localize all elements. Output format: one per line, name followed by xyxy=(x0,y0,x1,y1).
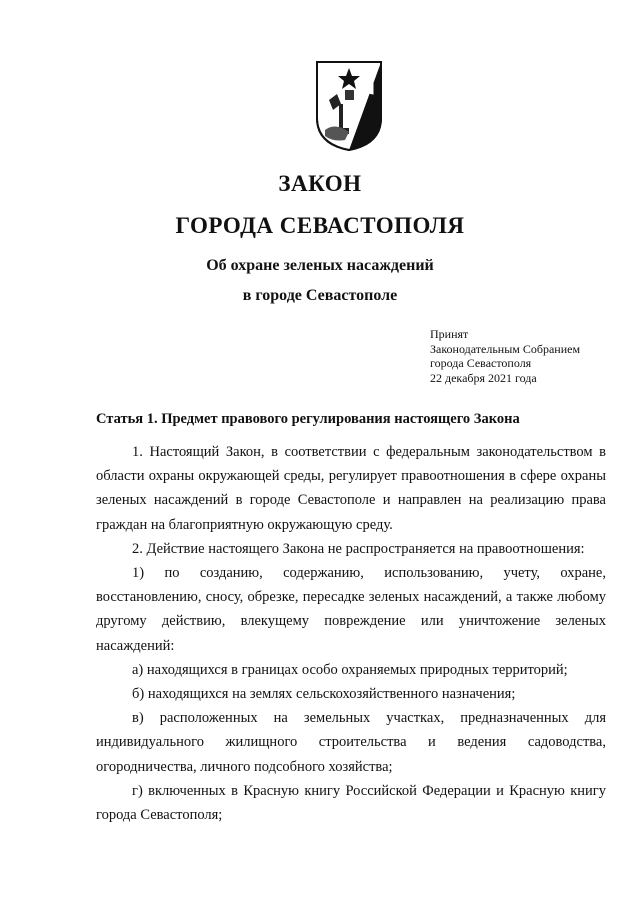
adoption-note-line: Законодательным Собранием xyxy=(430,341,581,356)
law-subject-line2: в городе Севастополе xyxy=(242,287,398,304)
sevastopol-coat-of-arms-icon xyxy=(315,60,383,152)
list-item: г) включенных в Красную книгу Российской Федерации и Красную книгу города Севастополя; xyxy=(96,782,606,824)
list-item: б) находящихся на землях сельскохозяйственного назначения; xyxy=(132,686,516,703)
article-body xyxy=(96,440,606,827)
list-item: в) расположенных на земельных участках, предназначенных для индивидуального жилищного строительства и ведения садоводства, огородничества, личного подсобного хозяйства; xyxy=(96,710,606,775)
article-heading: Статья 1. Предмет правового регулирования настоящего Закона xyxy=(96,411,520,427)
law-city-title: ГОРОДА СЕВАСТОПОЛЯ xyxy=(175,213,465,238)
paragraph: 2. Действие настоящего Закона не распространяется на правоотношения: xyxy=(132,540,585,557)
adoption-note-line: города Севастополя xyxy=(430,356,532,370)
paragraph: 1) по созданию, содержанию, использованию, учету, охране, восстановлению, сносу, обрезке, пересадке зеленых насаждений, а также любому другому действию, влекущему повреждение или уничтожение зеленых насаждений: xyxy=(96,565,606,654)
list-item: а) находящихся в границах особо охраняемых природных территорий; xyxy=(132,661,568,678)
paragraph: 1. Настоящий Закон, в соответствии с федеральным законодательством в области охраны окружающей среды, регулирует правоотношения в сфере охраны зеленых насаждений в городе Севастополе и направлен на реализацию права граждан на благоприятную окружающую среду. xyxy=(96,444,606,533)
adoption-date: 22 декабря 2021 года xyxy=(430,370,537,385)
law-title: ЗАКОН xyxy=(278,171,362,196)
adoption-note xyxy=(430,327,580,385)
law-subject-line1: Об охране зеленых насаждений xyxy=(206,257,434,274)
adoption-note-line: Принят xyxy=(430,327,469,341)
